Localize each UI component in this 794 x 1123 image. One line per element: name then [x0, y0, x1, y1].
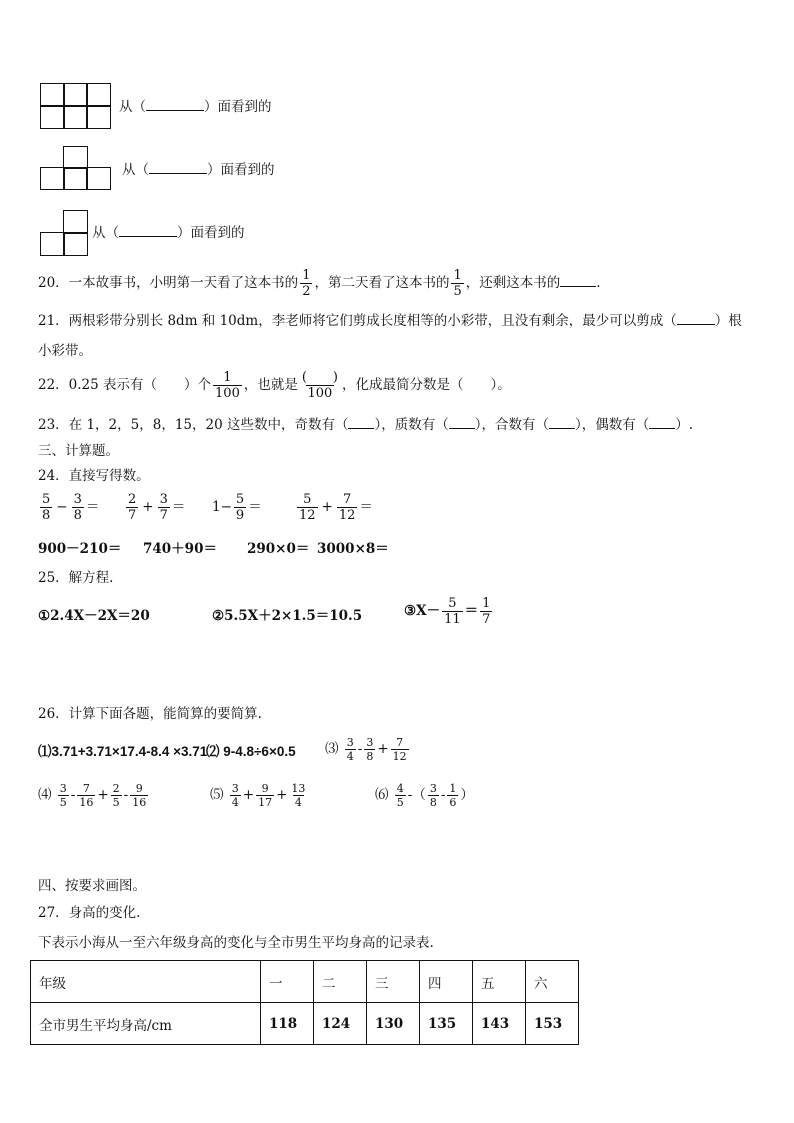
q24-row2-2: 740＋90＝: [143, 541, 217, 557]
question-21-line-2: 小彩带。: [38, 343, 92, 359]
q24-row2-1: 900－210＝: [38, 541, 122, 557]
table-cell: 153: [526, 1003, 579, 1045]
table-cell: 四: [420, 961, 473, 1003]
table-header-row: [31, 961, 579, 1003]
table-cell: 年级: [31, 961, 261, 1003]
view-diagram-2: [40, 146, 112, 190]
q26-problem-3: ⑶ $\frac{3}{4}$ - $\frac{3}{8}$ + $\frac{7}{12}$: [325, 736, 407, 763]
question-27-title: 27．身高的变化.: [38, 905, 141, 921]
table-cell: 一: [261, 961, 314, 1003]
question-22: 22．0.25 表示有（ ）个 $\frac{1}{100}$ ，也就是 $\frac{( )}{100}$ ，化成最简分数是（ ）。: [38, 370, 511, 401]
q24-expr-3: 1− $\frac{5}{9}$ ＝: [212, 492, 262, 523]
table-cell: 五: [473, 961, 526, 1003]
section-4-heading: 四、按要求画图。: [38, 878, 146, 894]
question-20: 20．一本故事书，小明第一天看了这本书的 $\frac{1}{2}$ ，第二天看了这本书的 $\frac{1}{5}$ ，还剩这本书的 .: [38, 268, 601, 299]
question-27-description: 下表示小海从一至六年级身高的变化与全市男生平均身高的记录表.: [38, 935, 434, 951]
question-24-title: 24．直接写得数。: [38, 468, 150, 484]
view-question-1: 从（ ）面看到的: [119, 96, 272, 117]
q26-problem-6: ⑹ $\frac{4}{5}$ -（ $\frac{3}{8}$ - $\frac{1}{6}$ ）: [375, 782, 474, 809]
q26-problem-4: ⑷ $\frac{3}{5}$ - $\frac{7}{16}$ + $\frac{2}{5}$ - $\frac{9}{16}$: [38, 782, 147, 809]
view-diagram-3: [40, 210, 88, 255]
q24-expr-4: $\frac{5}{12}$ + $\frac{7}{12}$ ＝: [299, 492, 373, 523]
question-23: 23．在 1，2，5，8，15，20 这些数中，奇数有（ ），质数有（ ），合数有（ ），偶数有（ ）.: [38, 414, 693, 435]
q24-expr-1: $\frac{5}{8}$ − $\frac{3}{8}$ ＝: [42, 492, 100, 523]
table-cell: 118: [261, 1003, 314, 1045]
q26-problem-2: ⑵ 9-4.8÷6×0.5: [206, 744, 296, 759]
question-21: 21．两根彩带分别长 8dm 和 10dm，李老师将它们剪成长度相等的小彩带，且没有剩余，最少可以剪成（ ）根: [38, 310, 742, 331]
q25-eq-1: ①2.4X－2X＝20: [38, 608, 150, 624]
section-3-heading: 三、计算题。: [38, 443, 119, 459]
view-question-3: 从（ ）面看到的: [92, 222, 245, 243]
table-cell: 六: [526, 961, 579, 1003]
table-cell: 130: [367, 1003, 420, 1045]
table-row: [31, 1003, 579, 1045]
q26-problem-5: ⑸ $\frac{3}{4}$ + $\frac{9}{17}$ + $\frac{13}{4}$: [210, 782, 306, 809]
table-cell: 全市男生平均身高/cm: [31, 1003, 261, 1045]
question-26-title: 26．计算下面各题，能简算的要简算.: [38, 706, 262, 722]
table-cell: 135: [420, 1003, 473, 1045]
table-cell: 三: [367, 961, 420, 1003]
q25-eq-3: ③X－ $\frac{5}{11}$ ＝ $\frac{1}{7}$: [404, 596, 491, 627]
q24-expr-2: $\frac{2}{7}$ + $\frac{3}{7}$ ＝: [128, 492, 186, 523]
view-diagram-1: [40, 83, 112, 129]
view-question-2: 从（ ）面看到的: [122, 159, 275, 180]
table-cell: 143: [473, 1003, 526, 1045]
table-cell: 124: [314, 1003, 367, 1045]
table-cell: 二: [314, 961, 367, 1003]
q26-problem-1: ⑴3.71+3.71×17.4-8.4 ×3.71: [38, 744, 208, 759]
height-record-table: [30, 960, 579, 1045]
q24-row2-4: 3000×8＝: [317, 541, 389, 557]
q25-eq-2: ②5.5X＋2×1.5＝10.5: [212, 608, 363, 624]
question-25-title: 25．解方程.: [38, 570, 114, 586]
q24-row2-3: 290×0＝: [247, 541, 310, 557]
